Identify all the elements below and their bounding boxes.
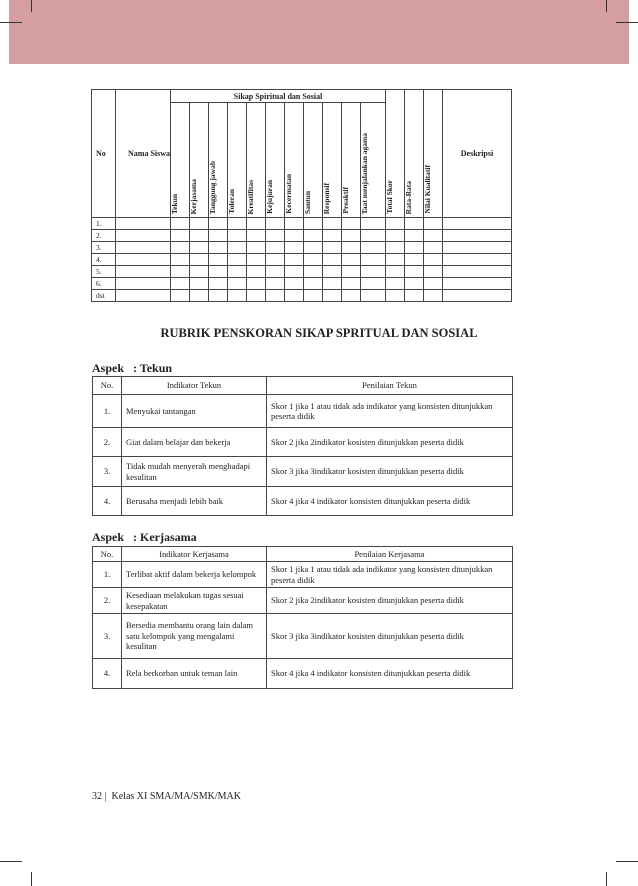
score-cell — [443, 266, 512, 278]
score-cell — [171, 254, 190, 266]
score-cell — [266, 254, 285, 266]
score-cell — [304, 242, 323, 254]
score-cell — [405, 218, 424, 230]
score-cell — [266, 278, 285, 290]
score-cell — [228, 218, 247, 230]
score-cell — [266, 230, 285, 242]
indicator-cell: Kesediaan melakukan tugas sesuai kesepakatan — [122, 588, 267, 614]
score-cell — [342, 242, 361, 254]
score-cell — [116, 218, 171, 230]
page-footer: 32 | Kelas XI SMA/MA/SMK/MAK — [92, 791, 241, 802]
indicator-cell: Giat dalam belajar dan bekerja — [122, 428, 267, 457]
score-cell — [116, 242, 171, 254]
rubric-row — [93, 428, 513, 457]
crop-mark — [606, 0, 607, 12]
rubric-row — [93, 487, 513, 516]
rubric-row — [93, 562, 513, 588]
aspect2-col-indicator: Indikator Kerjasama — [122, 547, 267, 562]
score-cell — [405, 290, 424, 302]
col-quali-header: Nilai Kualitatif — [423, 165, 432, 214]
crop-mark — [0, 861, 22, 862]
attr-header: Proaktif — [341, 187, 350, 214]
score-cell — [424, 266, 443, 278]
attr-header: Kreatifitas — [246, 179, 255, 214]
aspect2-table — [92, 546, 513, 689]
score-cell — [171, 278, 190, 290]
score-cell — [171, 218, 190, 230]
score-cell — [116, 290, 171, 302]
rubric-no: 1. — [93, 562, 122, 588]
score-cell — [171, 266, 190, 278]
score-cell — [361, 290, 386, 302]
score-cell — [443, 278, 512, 290]
score-cell — [116, 278, 171, 290]
attr-header: Toleran — [227, 189, 236, 214]
score-cell — [247, 218, 266, 230]
score-cell — [304, 290, 323, 302]
rubric-row — [93, 659, 513, 689]
score-description: Skor 1 jika 1 atau tidak ada indikator yang konsisten ditunjukkan peserta didik — [267, 562, 513, 588]
score-cell — [323, 278, 342, 290]
aspect2-col-no: No. — [93, 547, 122, 562]
score-cell — [342, 230, 361, 242]
score-cell — [209, 254, 228, 266]
aspect1-col-indicator: Indikator Tekun — [122, 377, 267, 395]
score-cell — [323, 254, 342, 266]
score-cell — [190, 278, 209, 290]
crop-mark — [606, 872, 607, 886]
score-cell — [386, 290, 405, 302]
score-cell — [209, 266, 228, 278]
score-cell — [361, 218, 386, 230]
score-cell — [228, 278, 247, 290]
score-cell — [228, 230, 247, 242]
score-cell — [361, 254, 386, 266]
rubric-no: 1. — [93, 395, 122, 428]
row-number: 6. — [92, 278, 116, 290]
attr-header: Kecermatan — [284, 174, 293, 214]
rubric-row — [93, 588, 513, 614]
score-cell — [342, 290, 361, 302]
score-cell — [190, 218, 209, 230]
score-cell — [386, 218, 405, 230]
score-cell — [171, 290, 190, 302]
row-number: 4. — [92, 254, 116, 266]
score-cell — [424, 230, 443, 242]
row-number: dst — [92, 290, 116, 302]
score-cell — [285, 254, 304, 266]
aspect1-col-no: No. — [93, 377, 122, 395]
rubric-title: RUBRIK PENSKORAN SIKAP SPRITUAL DAN SOSIAL — [160, 326, 478, 340]
aspect1-heading: Aspek : Tekun — [92, 361, 173, 375]
score-cell — [266, 290, 285, 302]
score-cell — [228, 254, 247, 266]
score-description: Skor 4 jika 4 indikator konsisten ditunjukkan peserta didik — [267, 487, 513, 516]
score-cell — [171, 242, 190, 254]
attitude-row — [92, 266, 512, 278]
score-description: Skor 3 jika 3indikator kosisten ditunjukkan peserta didik — [267, 457, 513, 487]
score-cell — [247, 242, 266, 254]
score-cell — [209, 290, 228, 302]
attitude-row — [92, 218, 512, 230]
attr-header: Tanggung jawab — [208, 160, 217, 214]
score-cell — [304, 278, 323, 290]
score-cell — [190, 290, 209, 302]
score-description: Skor 4 jika 4 indikator konsisten ditunjukkan peserta didik — [267, 659, 513, 689]
score-cell — [285, 242, 304, 254]
score-cell — [424, 290, 443, 302]
col-no-header: No — [92, 90, 116, 218]
col-avg-header: Rata-Rata — [404, 180, 413, 214]
row-number: 1. — [92, 218, 116, 230]
score-description: Skor 1 jika 1 atau tidak ada indikator yang konsisten ditunjukkan peserta didik — [267, 395, 513, 428]
attr-header: Taat menjalankan agama — [360, 132, 369, 214]
score-cell — [247, 290, 266, 302]
row-number: 5. — [92, 266, 116, 278]
score-cell — [304, 230, 323, 242]
score-cell — [228, 266, 247, 278]
score-cell — [285, 230, 304, 242]
attr-header: Kerjasama — [189, 178, 198, 214]
score-cell — [171, 230, 190, 242]
score-cell — [361, 266, 386, 278]
header-banner — [9, 0, 629, 64]
attitude-row — [92, 254, 512, 266]
score-cell — [228, 242, 247, 254]
rubric-row — [93, 395, 513, 428]
attr-header: Kejujuran — [265, 180, 274, 214]
score-cell — [323, 290, 342, 302]
score-cell — [386, 266, 405, 278]
indicator-cell: Tidak mudah menyerah menghadapi kesulitan — [122, 457, 267, 487]
score-cell — [386, 278, 405, 290]
attitude-table — [91, 89, 512, 302]
score-cell — [285, 290, 304, 302]
attitude-row — [92, 290, 512, 302]
group-header: Sikap Spiritual dan Sosial — [171, 90, 386, 103]
score-cell — [361, 242, 386, 254]
score-cell — [443, 290, 512, 302]
crop-mark — [31, 0, 32, 12]
crop-mark — [0, 22, 22, 23]
score-cell — [209, 218, 228, 230]
score-cell — [285, 278, 304, 290]
score-cell — [209, 230, 228, 242]
col-desc-header: Deskripsi — [443, 90, 512, 218]
score-cell — [247, 254, 266, 266]
indicator-cell: Menyukai tantangan — [122, 395, 267, 428]
score-cell — [228, 290, 247, 302]
col-name-header: Nama Siswa — [116, 90, 171, 218]
attitude-table-body — [92, 218, 512, 302]
crop-mark — [616, 22, 638, 23]
score-description: Skor 2 jika 2indikator kosisten ditunjukkan peserta didik — [267, 588, 513, 614]
score-cell — [342, 218, 361, 230]
indicator-cell: Terlibat aktif dalam bekerja kelompok — [122, 562, 267, 588]
score-cell — [304, 266, 323, 278]
rubric-row — [93, 614, 513, 659]
score-description: Skor 3 jika 3indikator kosisten ditunjukkan peserta didik — [267, 614, 513, 659]
score-cell — [266, 218, 285, 230]
rubric-no: 4. — [93, 487, 122, 516]
score-cell — [443, 242, 512, 254]
aspect1-table — [92, 376, 513, 516]
row-number: 3. — [92, 242, 116, 254]
score-cell — [304, 254, 323, 266]
score-cell — [323, 242, 342, 254]
attitude-row — [92, 242, 512, 254]
score-cell — [304, 218, 323, 230]
score-cell — [285, 218, 304, 230]
score-cell — [443, 254, 512, 266]
score-cell — [209, 242, 228, 254]
aspect1-col-score: Penilaian Tekun — [267, 377, 513, 395]
attitude-row — [92, 278, 512, 290]
score-cell — [386, 230, 405, 242]
score-cell — [361, 278, 386, 290]
score-cell — [247, 278, 266, 290]
rubric-no: 3. — [93, 614, 122, 659]
rubric-no: 3. — [93, 457, 122, 487]
row-number: 2. — [92, 230, 116, 242]
rubric-no: 2. — [93, 428, 122, 457]
col-total-header: Total Skor — [385, 180, 394, 214]
score-cell — [247, 230, 266, 242]
score-cell — [323, 218, 342, 230]
score-cell — [116, 266, 171, 278]
score-cell — [443, 230, 512, 242]
score-cell — [285, 266, 304, 278]
score-cell — [424, 242, 443, 254]
score-cell — [116, 254, 171, 266]
score-cell — [405, 242, 424, 254]
score-cell — [424, 254, 443, 266]
score-cell — [116, 230, 171, 242]
attr-header: Santun — [303, 191, 312, 214]
score-cell — [405, 278, 424, 290]
rubric-no: 2. — [93, 588, 122, 614]
crop-mark — [616, 861, 638, 862]
aspect2-heading: Aspek : Kerjasama — [92, 530, 197, 544]
score-cell — [342, 254, 361, 266]
indicator-cell: Rela berkorban untuk teman lain — [122, 659, 267, 689]
crop-mark — [31, 872, 32, 886]
score-description: Skor 2 jika 2indikator kosisten ditunjukkan peserta didik — [267, 428, 513, 457]
aspect1-body — [93, 395, 513, 516]
score-cell — [323, 230, 342, 242]
score-cell — [342, 278, 361, 290]
attr-header: Responsif — [322, 182, 331, 214]
score-cell — [190, 242, 209, 254]
rubric-no: 4. — [93, 659, 122, 689]
score-cell — [405, 230, 424, 242]
aspect2-body — [93, 562, 513, 689]
score-cell — [266, 266, 285, 278]
score-cell — [424, 218, 443, 230]
attr-header: Tekun — [170, 193, 179, 214]
score-cell — [266, 242, 285, 254]
score-cell — [190, 254, 209, 266]
indicator-cell: Berusaha menjadi lebih baik — [122, 487, 267, 516]
score-cell — [323, 266, 342, 278]
score-cell — [342, 266, 361, 278]
score-cell — [190, 230, 209, 242]
score-cell — [247, 266, 266, 278]
score-cell — [361, 230, 386, 242]
score-cell — [405, 254, 424, 266]
score-cell — [424, 278, 443, 290]
aspect2-col-score: Penilaian Kerjasama — [267, 547, 513, 562]
score-cell — [209, 278, 228, 290]
score-cell — [405, 266, 424, 278]
indicator-cell: Bersedia membantu orang lain dalam satu kelompok yang mengalami kesulitan — [122, 614, 267, 659]
score-cell — [386, 242, 405, 254]
score-cell — [386, 254, 405, 266]
score-cell — [190, 266, 209, 278]
score-cell — [443, 218, 512, 230]
attitude-row — [92, 230, 512, 242]
rubric-row — [93, 457, 513, 487]
